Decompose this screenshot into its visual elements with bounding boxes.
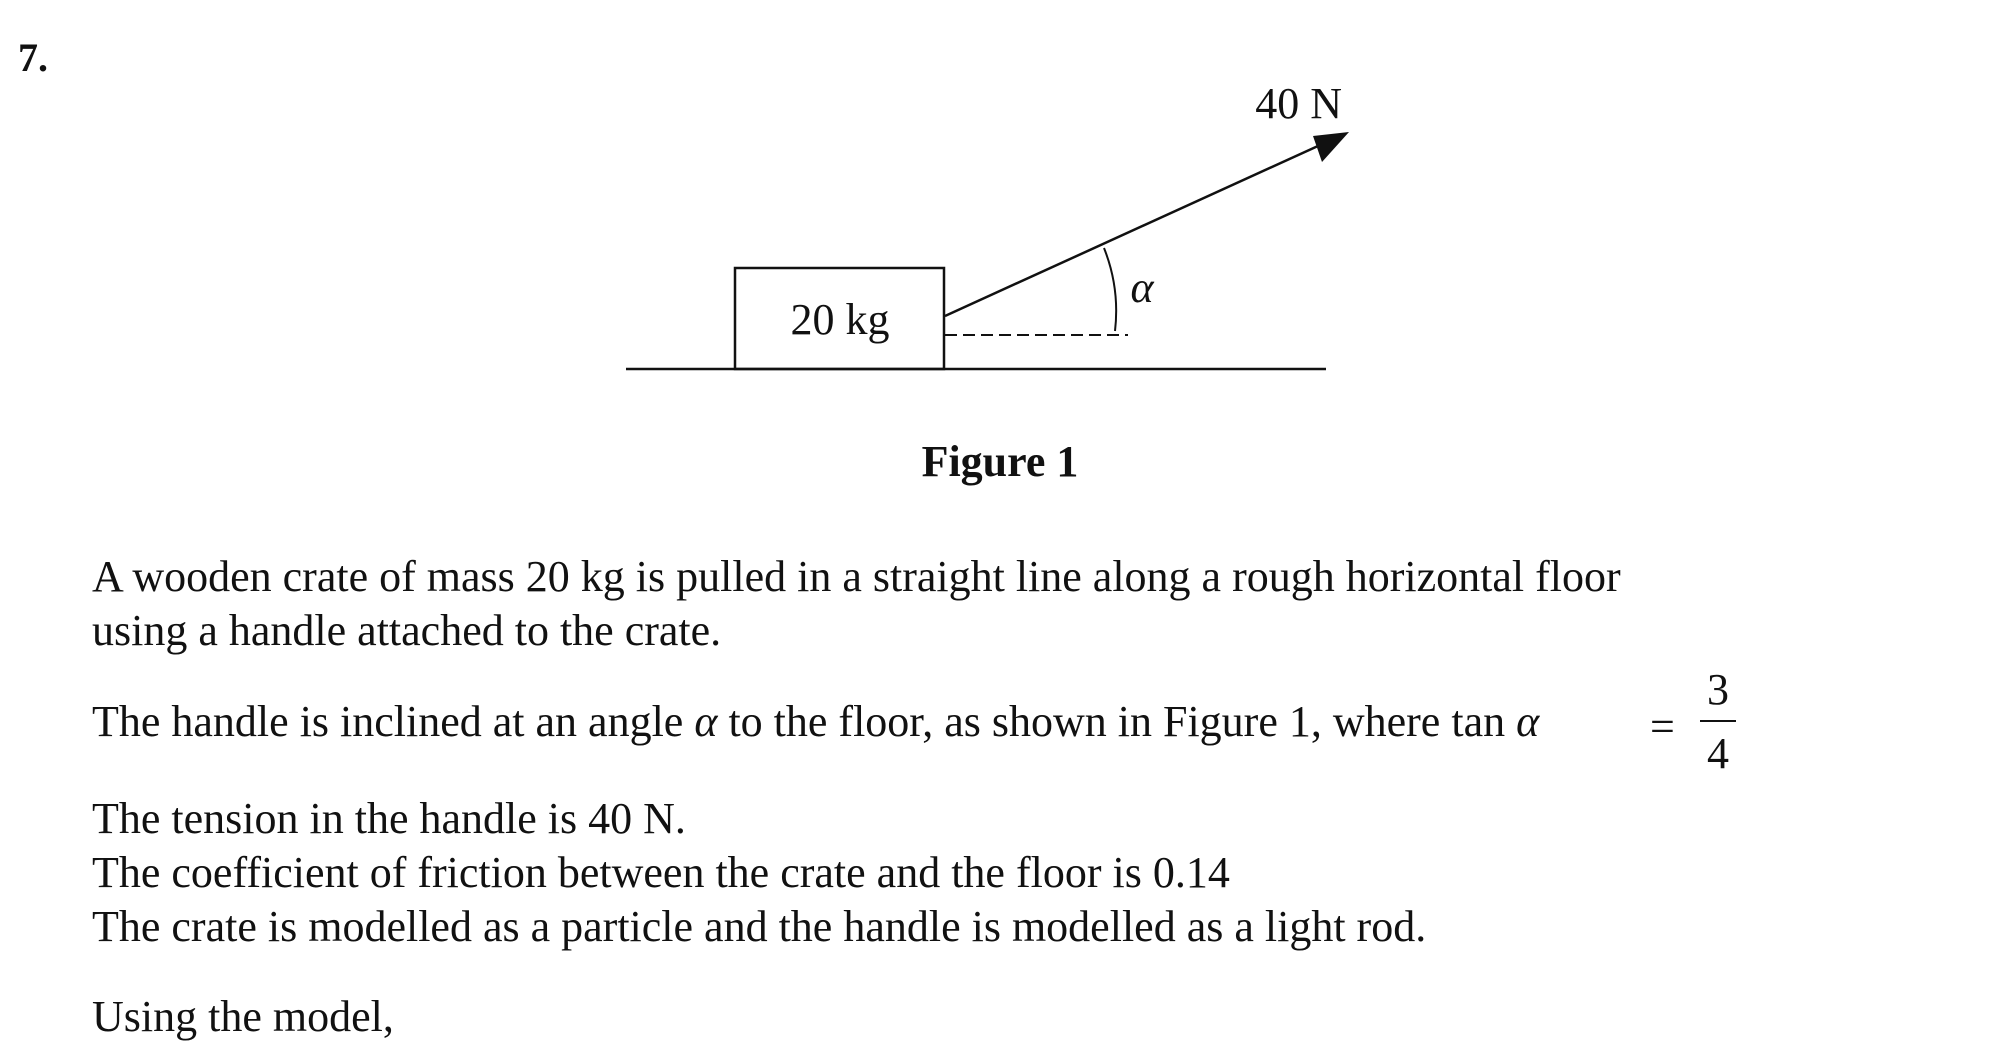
fraction-denominator: 4 xyxy=(1707,729,1729,778)
paragraph-3-line-1: The tension in the handle is 40 N. xyxy=(92,794,686,843)
paragraph-4: Using the model, xyxy=(92,992,394,1041)
paragraph-3-line-2: The coefficient of friction between the crate and the floor is 0.14 xyxy=(92,848,1230,897)
force-label: 40 N xyxy=(1255,79,1342,128)
angle-label: α xyxy=(1130,263,1154,312)
question-number: 7. xyxy=(18,35,48,80)
fraction-numerator: 3 xyxy=(1707,665,1729,714)
paragraph-1-line-1: A wooden crate of mass 20 kg is pulled in a straight line along a rough horizontal floor xyxy=(92,552,1621,601)
paragraph-2-middle: to the floor, as shown in Figure 1, where tan xyxy=(717,697,1517,746)
paragraph-2-prefix: The handle is inclined at an angle xyxy=(92,697,695,746)
force-arrowhead xyxy=(1313,132,1349,162)
paragraph-1-line-2: using a handle attached to the crate. xyxy=(92,606,722,655)
force-diagram xyxy=(0,0,2000,430)
angle-arc xyxy=(1104,248,1116,331)
mass-label: 20 kg xyxy=(790,295,890,344)
paragraph-2 xyxy=(92,695,1539,749)
figure-caption: Figure 1 xyxy=(921,437,1079,486)
fraction-bar xyxy=(1700,720,1736,722)
fraction-three-quarters xyxy=(1700,665,1736,778)
alpha-symbol-tan: α xyxy=(1516,697,1540,746)
alpha-symbol: α xyxy=(694,697,718,746)
paragraph-3-line-3: The crate is modelled as a particle and the handle is modelled as a light rod. xyxy=(92,902,1427,951)
paragraph-1 xyxy=(92,550,1621,658)
paragraph-3 xyxy=(92,792,1426,954)
equals-sign: = xyxy=(1650,702,1675,751)
